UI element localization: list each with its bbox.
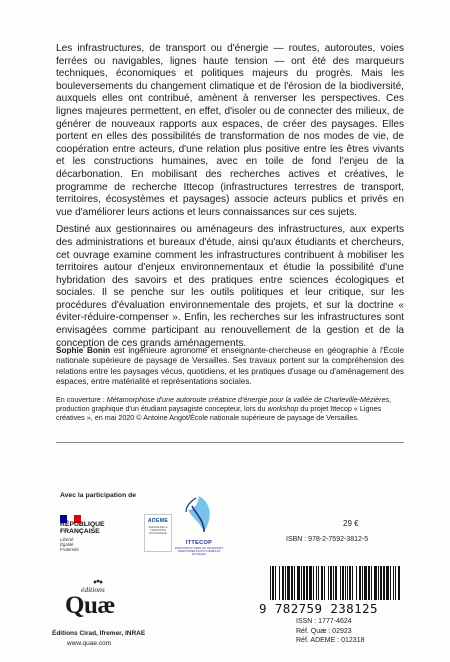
- publisher-line: Éditions Cirad, Ifremer, INRAE: [52, 630, 146, 637]
- author-bio-text: est ingénieure agronome et enseignante-chercheuse en géographie à l'École nationale supérieure de paysage de Versailles. Ses travaux portent sur la compréhension des relations entre les paysages vécus, quotidiens, et les pratiques d'usage ou d'aménagement des espaces, entre matérialité et représentations sociales.: [56, 346, 404, 386]
- summary-text: [56, 43, 404, 350]
- ademe-logo: [144, 514, 172, 552]
- quae-editions-label: éditions: [81, 585, 105, 594]
- ittecop-label: ITTECOP: [185, 540, 213, 546]
- cover-credit-title: Métamorphose d'une autoroute créatrice d'énergie pour la vallée de Charleville-Mézières: [106, 395, 390, 404]
- author-bio: [56, 346, 404, 387]
- cover-credit-tail: du projet Ittecop « Lignes créatives », en mai 2020 © Antoine Angot/École nationale supérieure de paysage de Versailles.: [56, 404, 382, 423]
- republique-label: RÉPUBLIQUE FRANÇAISE: [60, 521, 105, 536]
- divider: [56, 442, 404, 443]
- quae-name: Quæ: [65, 592, 115, 619]
- barcode: [268, 566, 402, 600]
- cover-credit-workshop: workshop: [267, 404, 299, 414]
- publisher-url: www.quae.com: [67, 640, 112, 647]
- ref-quae: Réf. Quæ : 02923: [296, 627, 352, 635]
- author-name: Sophie Bonin: [56, 346, 111, 355]
- issn: ISSN : 1777-4624: [296, 618, 352, 625]
- ademe-label: ADEME: [147, 518, 169, 524]
- price: 29 €: [343, 519, 359, 528]
- republique-motto: Liberté Égalité Fraternité: [60, 537, 79, 552]
- cover-credit-lead: En couverture :: [56, 395, 107, 404]
- partners-title: Avec la participation de: [60, 492, 137, 499]
- quae-logo: [56, 579, 136, 629]
- summary-paragraph-1: Les infrastructures, de transport ou d'énergie — routes, autoroutes, voies ferrées ou navigables, lignes haute tension — ont été des marqueurs techniques, économiques et politiques majeurs du progrès. Mais les bouleversements du changement climatique et de l'érosion de la biodiversité, auxquels elles ont contribué, amènent à renverser les perspectives. Ces lignes majeures permettent, en effet, d'isoler ou de connecter des milieux, de générer de nouveaux rapports aux espaces, de créer des paysages. Elles portent en elles des possibilités de transformation de nos modes de vie, de coopération entre acteurs, d'une relation plus positive entre les êtres vivants et les constructions humaines, avec en toile de fond l'enjeu de la décarbonation. En mobilisant des recherches actives et créatives, le programme de recherche Ittecop (infrastructures terrestres de transport, territoires, écosystèmes et paysages) associe acteurs publics et privés en vue d'améliorer leurs actions et leurs connaissances sur ces sujets.: [56, 43, 404, 218]
- ref-ademe: Réf. ADEME : 012318: [296, 637, 365, 645]
- summary-paragraph-2: Destiné aux gestionnaires ou aménageurs des infrastructures, aux experts des administrations et bureaux d'étude, ainsi qu'aux étudiants et chercheurs, cet ouvrage examine comment les infrastructures contribuent à mobiliser les territoires autour d'enjeux environnementaux et étudie la possibilité d'une hybridation des savoirs et des pratiques entre sciences écologiques et sociales. Il se penche sur les outils politiques et leur critique, sur les procédures d'évaluation environnementale des projets, et sur la doctrine « éviter-réduire-compenser ». Enfin, les recherches sur les infrastructures sont envisagées comme participant au renouvellement de la gestion et de la conception de ces grands aménagements.: [56, 224, 404, 349]
- barcode-number: 9 782759 238125: [259, 601, 378, 616]
- identifiers: [296, 617, 364, 646]
- ittecop-sublabel: INFRASTRUCTURES DE TRANSPORT TERRITOIRES ÉCOSYSTÈMES ET PAYSAGES: [174, 547, 224, 556]
- partners-block: [56, 492, 296, 562]
- cover-credit-mid: , production graphique d'un étudiant paysagiste concepteur, lors du: [56, 395, 392, 414]
- isbn: ISBN : 978-2-7592-3812-5: [286, 536, 369, 543]
- french-flag-icon: [60, 510, 82, 518]
- ittecop-logo: [174, 492, 224, 560]
- ademe-sublabel: AGENCE DE LA TRANSITION ÉCOLOGIQUE: [148, 526, 168, 535]
- ittecop-leaf-icon: [174, 492, 224, 540]
- republique-francaise-logo: [60, 510, 105, 552]
- cover-credit: [56, 395, 404, 422]
